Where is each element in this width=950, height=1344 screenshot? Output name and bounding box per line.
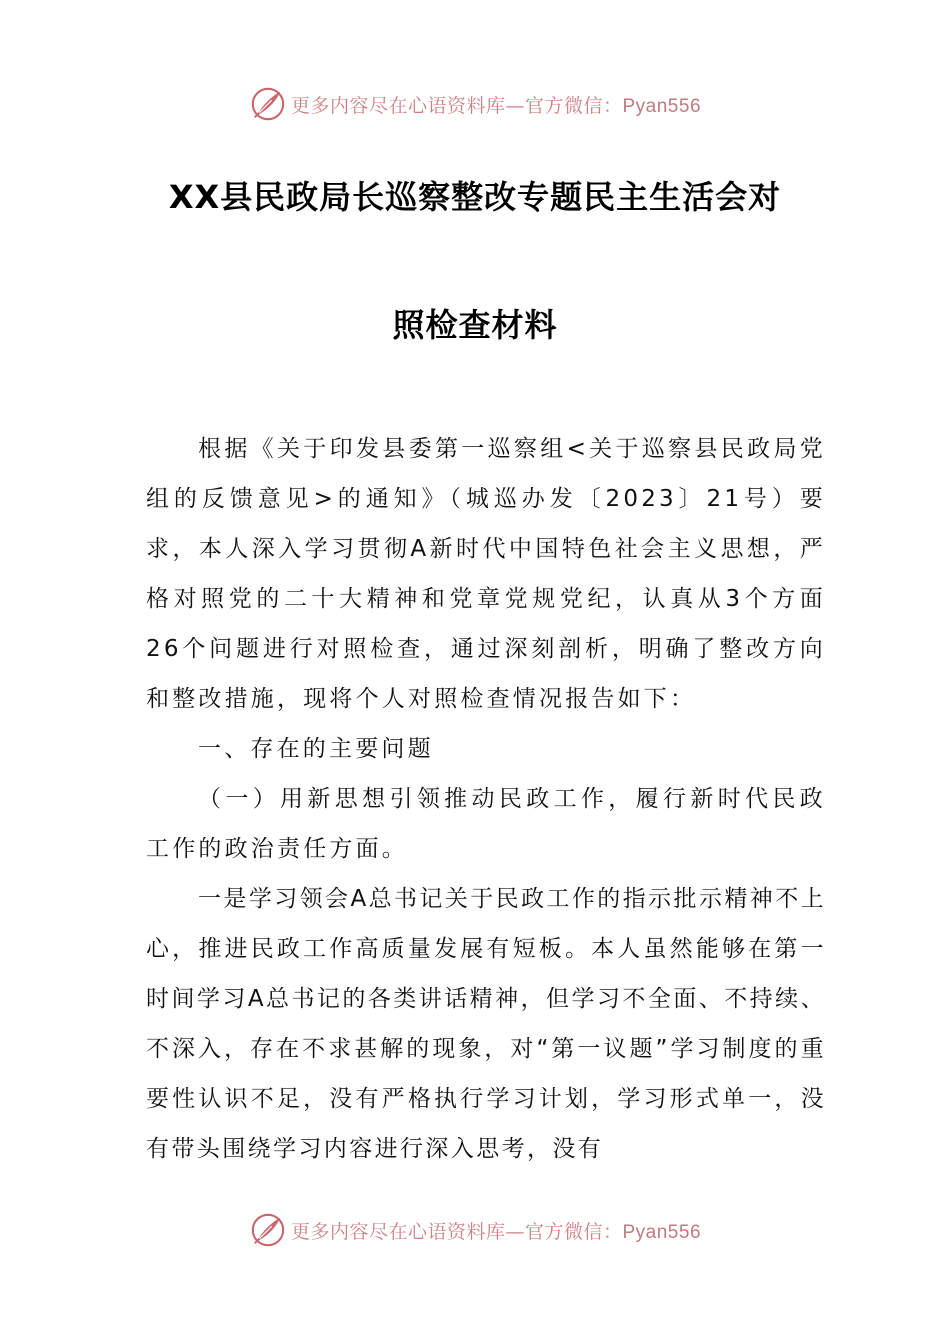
footer-watermark — [0, 1210, 950, 1250]
feather-pen-icon — [249, 1211, 287, 1249]
watermark-text: 更多内容尽在心语资料库—官方微信：Pyan556 — [290, 1220, 702, 1243]
document-title-line-1: XX县民政局长巡察整改专题民主生活会对 — [168, 178, 782, 216]
header-watermark — [0, 84, 950, 124]
paragraph-intro: 根据《关于印发县委第一巡察组<关于巡察县民政局党组的反馈意见>的通知》（城巡办发〔2023〕21号）要求，本人深入学习贯彻A新时代中国特色社会主义思想，严格对照党的二十大精神和党章党规党纪，认真从3个方面26个问题进行对照检查，通过深刻剖析，明确了整改方向和整改措施，现将个人对照检查情况报告如下： — [146, 436, 826, 712]
document-body — [146, 424, 826, 1174]
watermark-text: 更多内容尽在心语资料库—官方微信：Pyan556 — [290, 94, 702, 117]
paragraph-point-1: 一是学习领会A总书记关于民政工作的指示批示精神不上心，推进民政工作高质量发展有短板。本人虽然能够在第一时间学习A总书记的各类讲话精神，但学习不全面、不持续、不深入，存在不求甚解的现象，对“第一议题”学习制度的重要性认识不足，没有严格执行学习计划，学习形式单一，没有带头围绕学习内容进行深入思考，没有 — [146, 886, 826, 1162]
feather-pen-icon — [249, 85, 287, 123]
document-title-line-2: 照检查材料 — [392, 306, 558, 344]
section-heading-1: 一、存在的主要问题 — [198, 736, 434, 762]
subsection-heading-1: （一）用新思想引领推动民政工作，履行新时代民政工作的政治责任方面。 — [146, 786, 826, 862]
